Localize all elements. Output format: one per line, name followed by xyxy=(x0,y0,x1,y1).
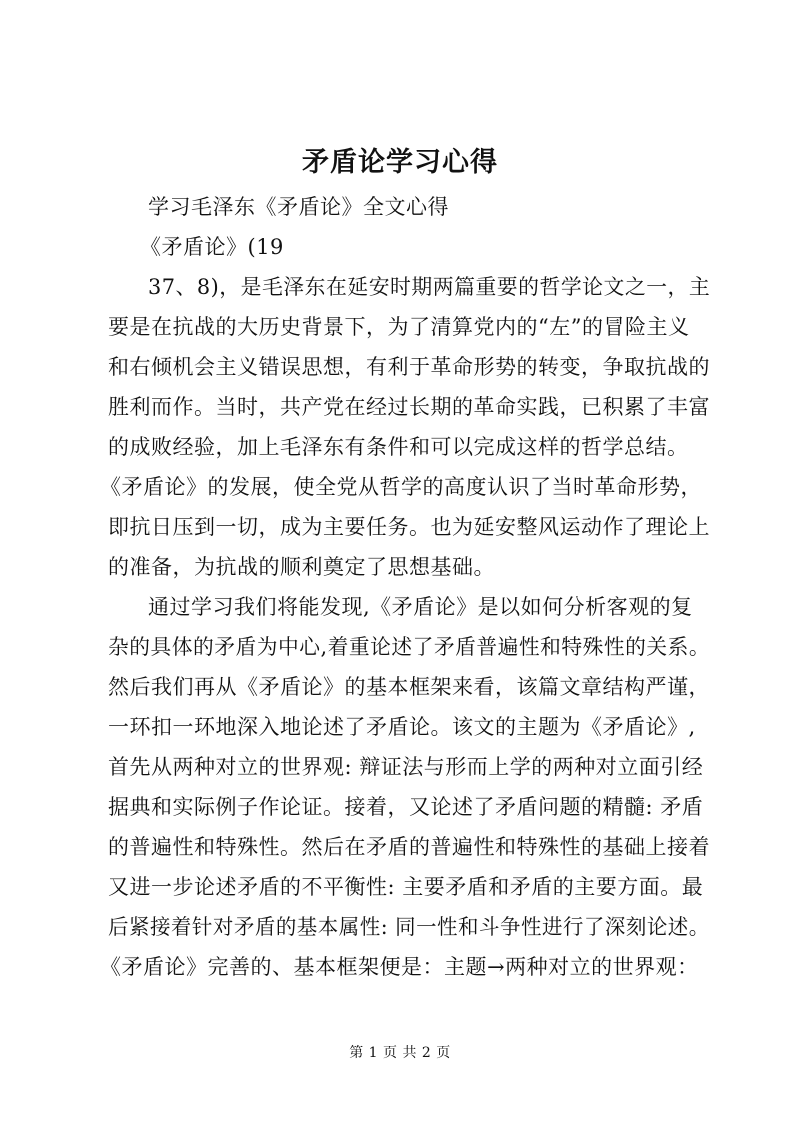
paragraph-line: 又进一步论述矛盾的不平衡性: 主要矛盾和矛盾的主要方面。最 xyxy=(108,875,704,899)
paragraph-line: 的成败经验，加上毛泽东有条件和可以完成这样的哲学总结。 xyxy=(108,435,689,459)
paragraph-line: 胜利而作。当时，共产党在经过长期的革命实践，已积累了丰富 xyxy=(108,395,710,419)
document-title: 矛盾论学习心得 xyxy=(302,147,498,178)
paragraph-line: 据典和实际例子作论证。接着，又论述了矛盾问题的精髓: 矛盾 xyxy=(108,795,704,819)
paragraph-line: 一环扣一环地深入地论述了矛盾论。该文的主题为《矛盾论》, xyxy=(108,715,696,739)
paragraph-line: 然后我们再从《矛盾论》的基本框架来看，该篇文章结构严谨， xyxy=(108,675,710,699)
document-subtitle: 学习毛泽东《矛盾论》全文心得 xyxy=(148,195,449,219)
paragraph-line: 37、8)，是毛泽东在延安时期两篇重要的哲学论文之一，主 xyxy=(148,275,711,299)
intro-line: 《矛盾论》(19 xyxy=(140,235,284,259)
paragraph-line: 后紧接着针对矛盾的基本属性: 同一性和斗争性进行了深刻论述。 xyxy=(108,915,710,939)
paragraph-line: 通过学习我们将能发现,《矛盾论》是以如何分析客观的复 xyxy=(148,595,693,619)
paragraph-line: 杂的具体的矛盾为中心,着重论述了矛盾普遍性和特殊性的关系。 xyxy=(108,635,711,659)
paragraph-line: 的普遍性和特殊性。然后在矛盾的普遍性和特殊性的基础上接着 xyxy=(108,835,710,859)
paragraph-line: 即抗日压到一切，成为主要任务。也为延安整风运动作了理论上 xyxy=(108,515,710,539)
paragraph-line: 要是在抗战的大历史背景下，为了清算党内的“左”的冒险主义 xyxy=(108,315,690,339)
page-footer: 第 1 页 共 2 页 xyxy=(349,1045,451,1061)
paragraph-line: 首先从两种对立的世界观: 辩证法与形而上学的两种对立面引经 xyxy=(108,755,704,779)
paragraph-line: 和右倾机会主义错误思想，有利于革命形势的转变，争取抗战的 xyxy=(108,355,710,379)
paragraph-line: 的准备，为抗战的顺利奠定了思想基础。 xyxy=(108,555,495,579)
paragraph-line: 《矛盾论》完善的、基本框架便是：主题→两种对立的世界观： xyxy=(100,955,699,979)
paragraph-line: 《矛盾论》的发展，使全党从哲学的高度认识了当时革命形势， xyxy=(100,475,702,499)
